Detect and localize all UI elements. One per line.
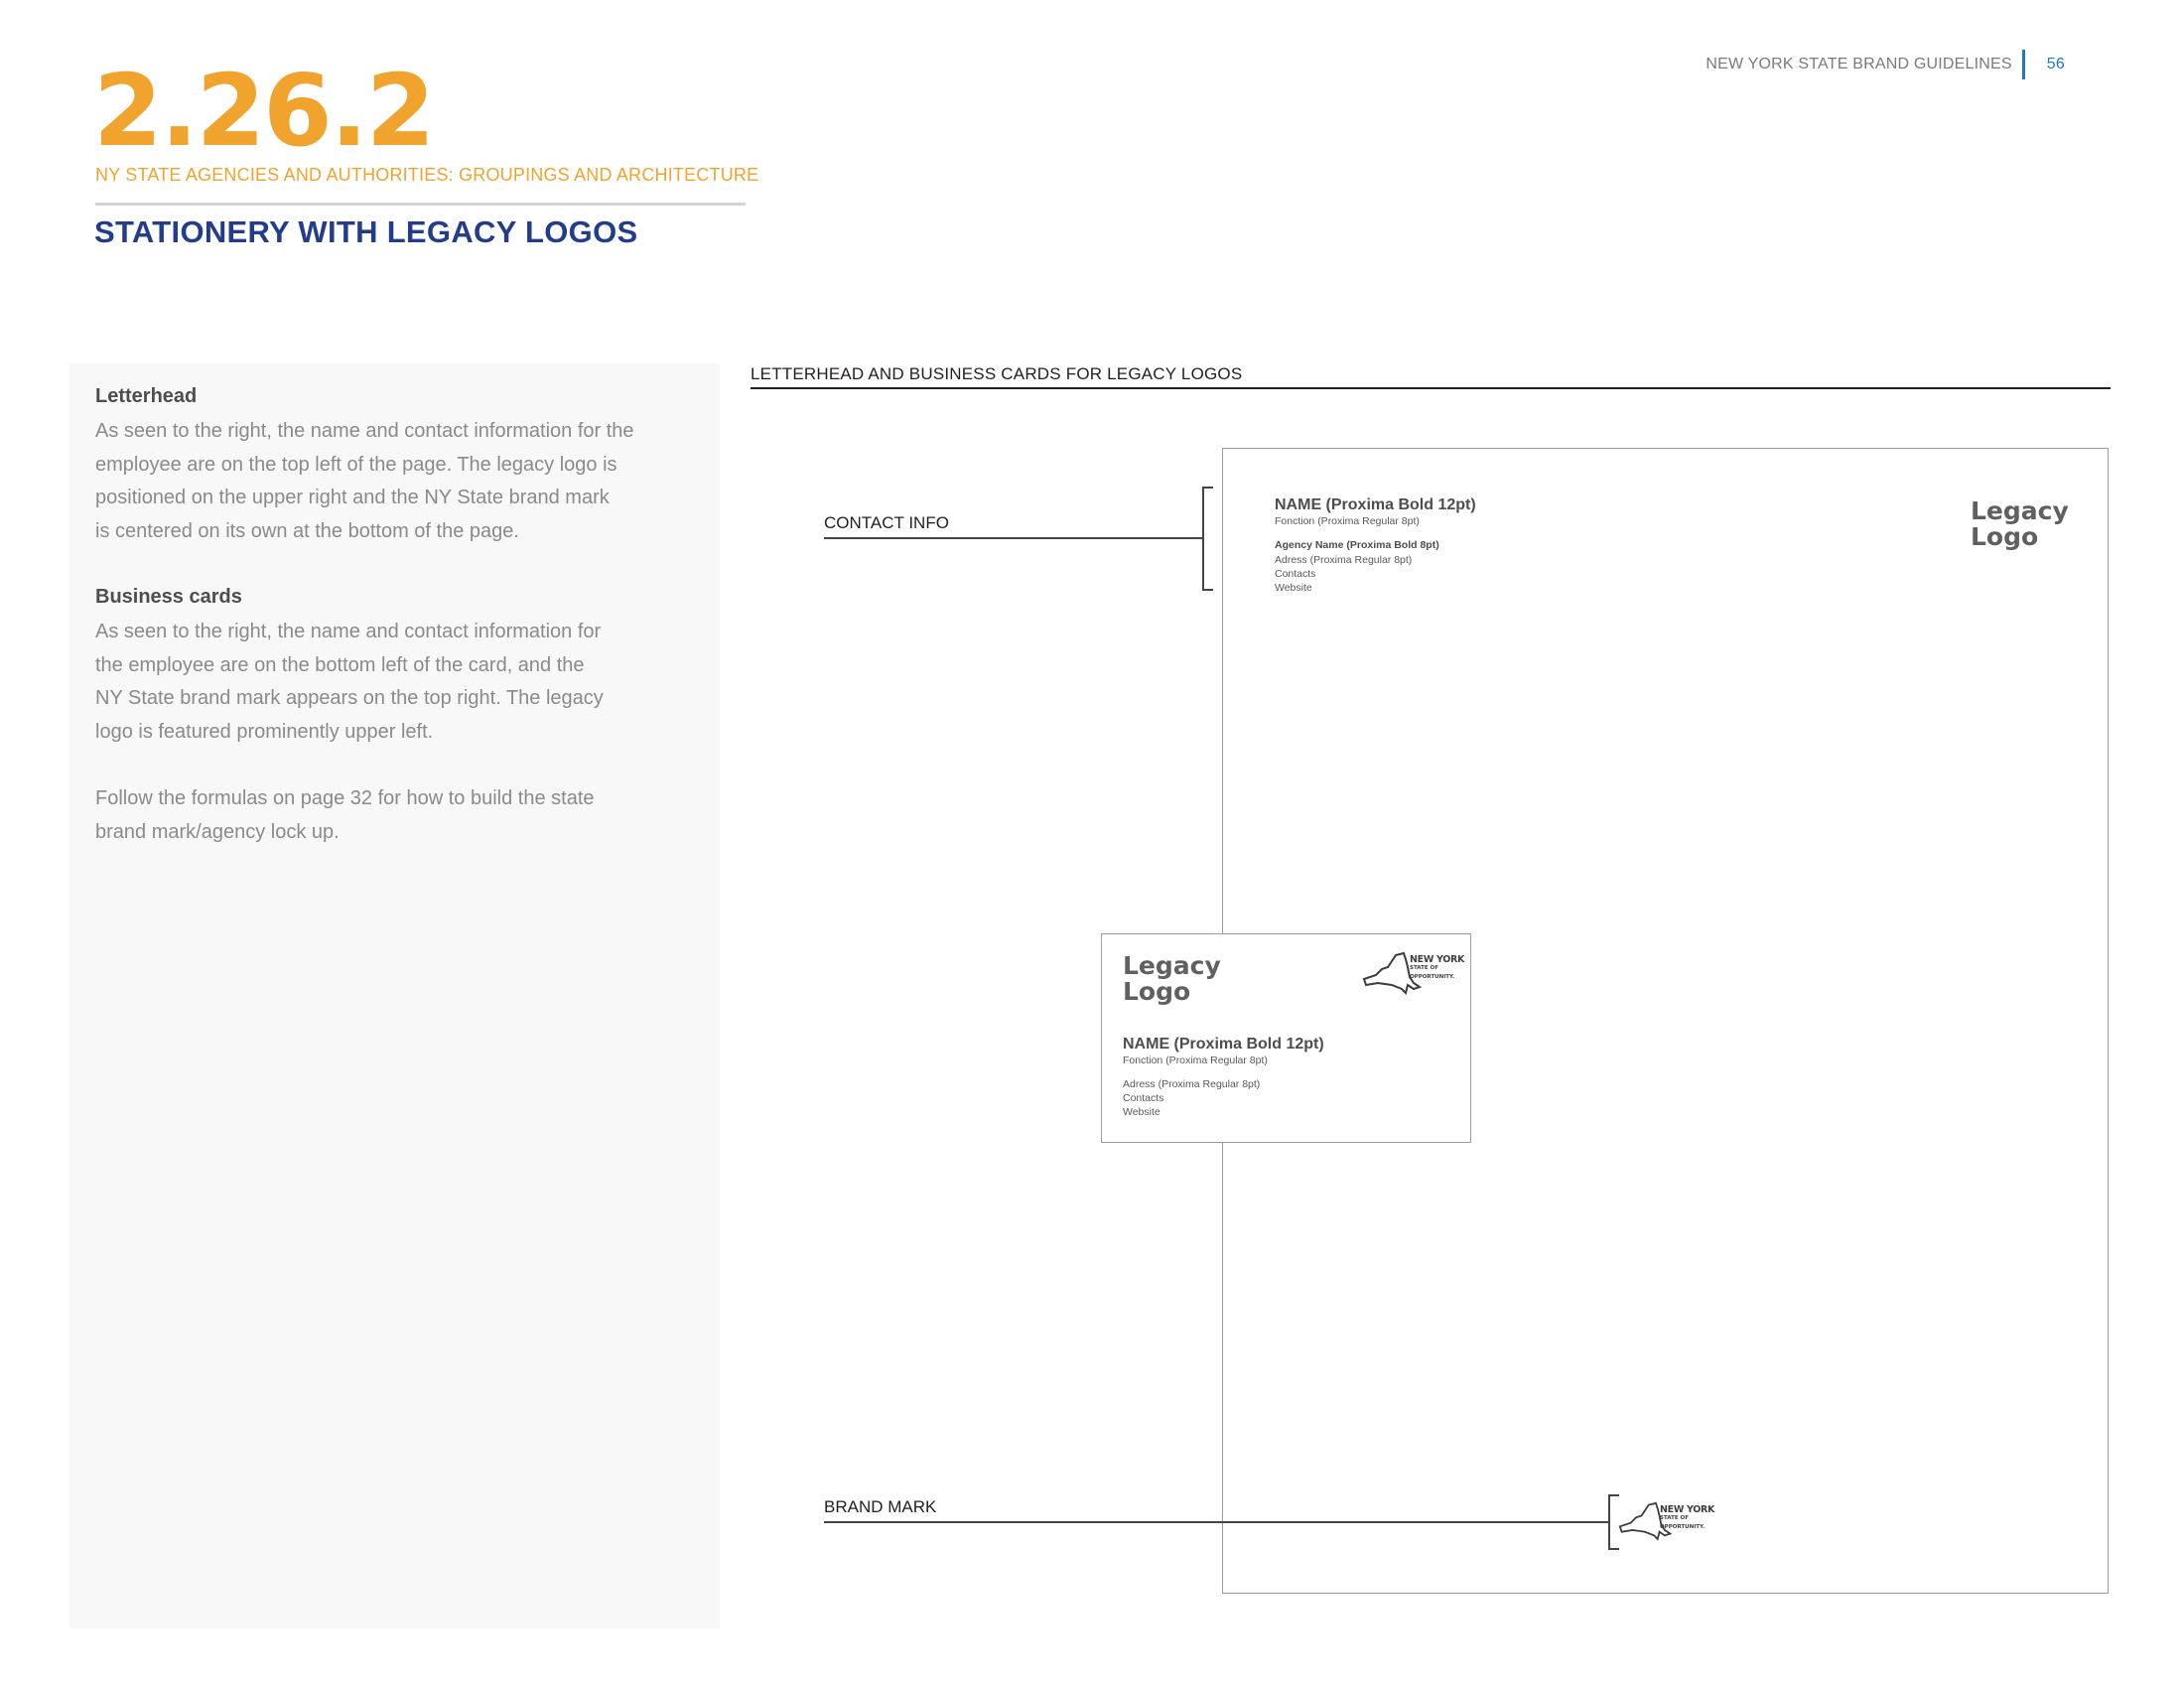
letterhead-description [95,415,691,548]
letterhead-legacy-logo [1971,498,2069,550]
ny-mark-line: STATE OF [1410,965,1438,971]
running-title: NEW YORK STATE BRAND GUIDELINES [1706,56,2012,72]
ny-mark-line: STATE OF [1660,1515,1689,1521]
card-address: Adress (Proxima Regular 8pt) [1123,1078,1261,1090]
contact-info-callout: CONTACT INFO [824,513,949,532]
bracket-tick-bottom [1608,1548,1619,1550]
ny-mark-line: NEW YORK [1410,954,1465,965]
legacy-logo-line: Legacy [1971,496,2069,525]
text-line: positioned on the upper right and the NY State brand mark [95,487,610,508]
text-line: employee are on the top left of the page. The legacy logo is [95,453,617,476]
diagram-label: LETTERHEAD AND BUSINESS CARDS FOR LEGACY LOGOS [751,364,1243,383]
contact-info-bracket [1202,487,1204,590]
card-name: NAME (Proxima Bold 12pt) [1123,1036,1324,1053]
diagram-rule [751,387,2111,389]
text-line: As seen to the right, the name and contact information for [95,621,602,642]
letterhead-ny-brand-mark [1618,1499,1714,1541]
text-line: As seen to the right, the name and contact information for the [95,420,634,442]
business-cards-description [95,616,691,749]
ny-mark-line: OPPORTUNITY. [1660,1524,1706,1530]
letterhead-heading: Letterhead [95,385,198,407]
contact-info-leader [824,537,1203,539]
text-line: is centered on its own at the bottom of the page. [95,519,519,542]
letterhead-function: Fonction (Proxima Regular 8pt) [1275,515,1420,527]
ny-mark-line: NEW YORK [1660,1504,1715,1515]
ny-mark-wordmark [1660,1505,1714,1532]
business-cards-heading: Business cards [95,586,242,608]
brand-mark-bracket [1608,1494,1610,1549]
text-line: Follow the formulas on page 32 for how to build the state [95,787,595,809]
brand-mark-callout: BRAND MARK [824,1497,937,1516]
text-line: brand mark/agency lock up. [95,820,340,843]
section-eyebrow: NY STATE AGENCIES AND AUTHORITIES: GROUPINGS AND ARCHITECTURE [95,165,759,185]
text-line: NY State brand mark appears on the top right. The legacy [95,687,604,709]
letterhead-contacts: Contacts [1275,568,1316,580]
card-website: Website [1123,1106,1160,1118]
page-title: STATIONERY WITH LEGACY LOGOS [94,214,638,249]
bracket-tick-top [1608,1494,1619,1496]
text-line: logo is featured prominently upper left. [95,720,434,743]
legacy-logo-line: Logo [1123,977,1191,1006]
bracket-tick-top [1202,487,1213,489]
card-function: Fonction (Proxima Regular 8pt) [1123,1055,1268,1066]
ny-mark-line: OPPORTUNITY. [1410,974,1455,980]
card-ny-brand-mark [1362,949,1464,995]
legacy-logo-line: Legacy [1123,951,1221,980]
letterhead-website: Website [1275,582,1312,594]
brand-mark-leader [824,1521,1608,1523]
bracket-tick-bottom [1202,589,1213,591]
formula-note [95,782,691,849]
description-panel [69,363,720,1628]
card-contacts: Contacts [1123,1092,1164,1104]
header-divider [2022,50,2025,79]
letterhead-agency: Agency Name (Proxima Bold 8pt) [1275,539,1439,551]
text-line: the employee are on the bottom left of the card, and the [95,653,585,676]
page-number: 56 [2046,56,2065,72]
letterhead-address: Adress (Proxima Regular 8pt) [1275,554,1413,566]
running-header [1706,50,2065,79]
eyebrow-rule [95,203,746,206]
letterhead-name: NAME (Proxima Bold 12pt) [1275,496,1476,513]
legacy-logo-line: Logo [1971,522,2039,551]
card-legacy-logo [1123,953,1221,1005]
ny-mark-wordmark [1410,955,1464,982]
section-number: 2.26.2 [93,53,434,169]
